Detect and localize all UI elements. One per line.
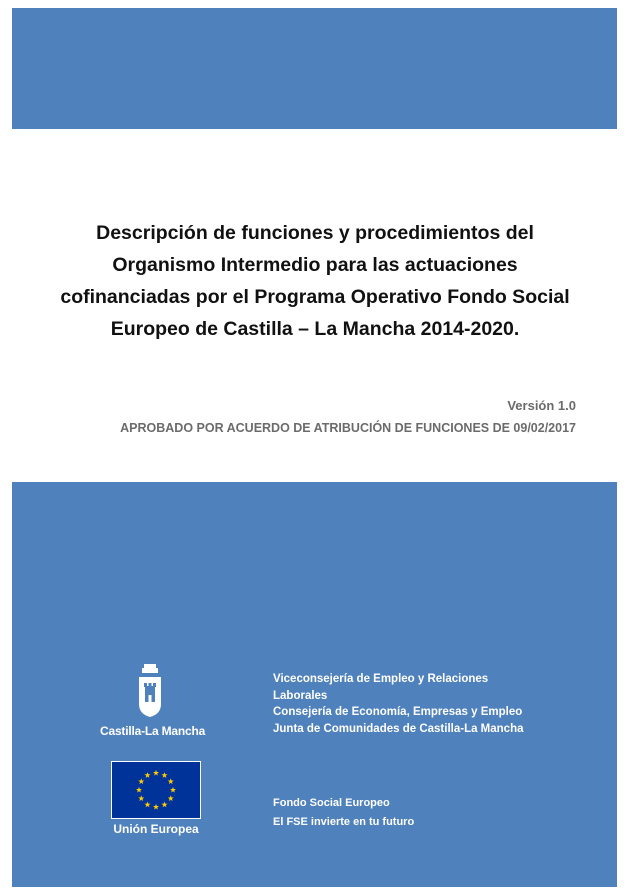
fund-info — [273, 794, 414, 832]
organization-info — [273, 671, 524, 737]
title-line: Organismo Intermedio para las actuaciones — [112, 254, 518, 276]
european-union-logo — [111, 761, 201, 836]
organization-line: Consejería de Economía, Empresas y Empleo — [273, 706, 523, 718]
fund-slogan: El FSE invierte en tu futuro — [273, 816, 415, 828]
eu-flag-icon — [111, 761, 201, 819]
organization-line: Laborales — [273, 689, 328, 702]
approval-note: APROBADO POR ACUERDO DE ATRIBUCIÓN DE FUNCIONES DE 09/02/2017 — [120, 421, 576, 435]
title-line: cofinanciadas por el Programa Operativo Fondo Social — [60, 286, 570, 308]
regional-logo-name: Castilla-La Mancha — [100, 724, 206, 738]
top-color-band — [12, 8, 617, 129]
organization-line: Viceconsejería de Empleo y Relaciones — [273, 673, 489, 685]
version-label: Versión 1.0 — [507, 398, 576, 413]
document-title — [30, 217, 600, 345]
title-line: Descripción de funciones y procedimientos del — [96, 222, 534, 244]
castilla-la-mancha-logo — [100, 664, 206, 738]
castle-crest-icon — [137, 664, 163, 718]
eu-logo-name: Unión Europea — [113, 822, 199, 836]
organization-line: Junta de Comunidades de Castilla-La Mancha — [273, 722, 524, 735]
title-line: Europeo de Castilla – La Mancha 2014-2020. — [110, 318, 520, 340]
fund-name: Fondo Social Europeo — [273, 797, 390, 809]
